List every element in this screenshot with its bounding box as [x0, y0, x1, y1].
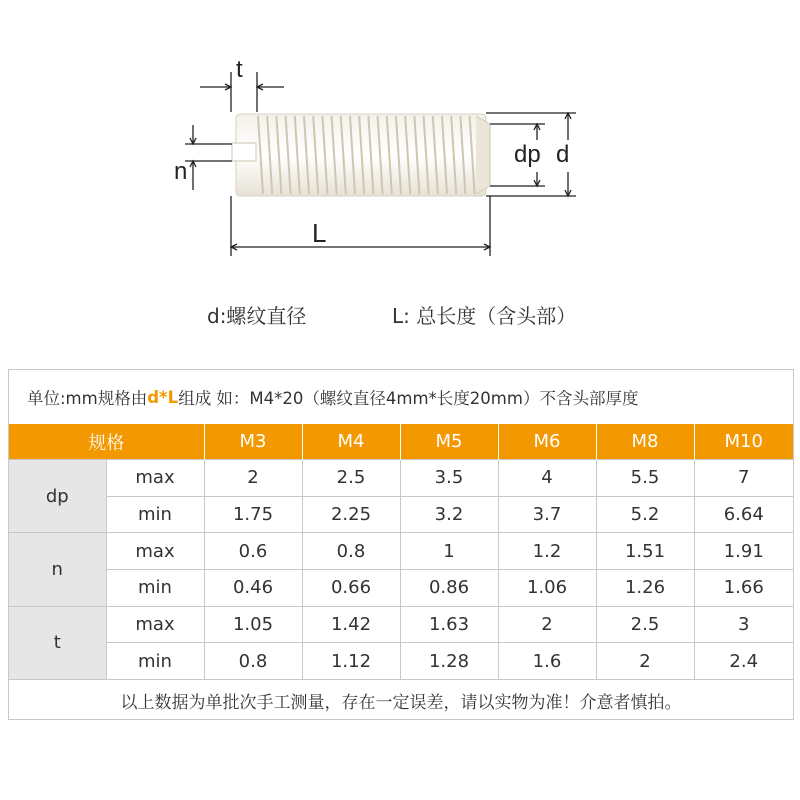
- table-cell: 2.25: [302, 496, 400, 533]
- unit-note-highlight: d*L: [147, 387, 179, 407]
- table-cell: 0.66: [302, 570, 400, 607]
- table-cell: 6.64: [694, 496, 793, 533]
- table-row: [9, 643, 793, 680]
- table-cell: 2.5: [302, 460, 400, 497]
- row-group-label: n: [9, 533, 106, 606]
- header-m8: M8: [596, 424, 694, 460]
- spec-table-card: [8, 369, 794, 720]
- table-cell: 3.5: [400, 460, 498, 497]
- row-sub-label: min: [106, 570, 204, 607]
- row-sub-label: max: [106, 606, 204, 643]
- table-cell: 2.4: [694, 643, 793, 680]
- table-cell: 0.8: [302, 533, 400, 570]
- header-m3: M3: [204, 424, 302, 460]
- table-cell: 1.6: [498, 643, 596, 680]
- header-m10: M10: [694, 424, 793, 460]
- table-cell: 5.2: [596, 496, 694, 533]
- table-cell: 1.42: [302, 606, 400, 643]
- table-cell: 1.06: [498, 570, 596, 607]
- dim-label-dp: dp: [514, 141, 541, 168]
- table-row: [9, 496, 793, 533]
- spec-table: [9, 424, 793, 680]
- unit-note-prefix: 单位:mm规格由: [27, 389, 148, 408]
- screw-body: [232, 114, 490, 196]
- row-sub-label: min: [106, 643, 204, 680]
- table-row: [9, 533, 793, 570]
- table-row: [9, 460, 793, 497]
- header-m5: M5: [400, 424, 498, 460]
- unit-note: [9, 370, 793, 424]
- legend-L: L: 总长度（含头部）: [392, 304, 577, 328]
- unit-note-suffix: 组成 如：M4*20（螺纹直径4mm*长度20mm）不含头部厚度: [178, 389, 639, 408]
- table-cell: 7: [694, 460, 793, 497]
- dim-label-L: L: [312, 218, 327, 248]
- row-sub-label: min: [106, 496, 204, 533]
- table-cell: 0.46: [204, 570, 302, 607]
- table-cell: 2: [498, 606, 596, 643]
- header-spec: 规格: [9, 424, 204, 460]
- table-cell: 4: [498, 460, 596, 497]
- screw-diagram: [0, 0, 800, 300]
- table-cell: 2: [204, 460, 302, 497]
- table-cell: 1.26: [596, 570, 694, 607]
- dim-label-d: d: [556, 141, 570, 168]
- header-m6: M6: [498, 424, 596, 460]
- table-cell: 1.2: [498, 533, 596, 570]
- table-cell: 3.7: [498, 496, 596, 533]
- table-cell: 1.05: [204, 606, 302, 643]
- table-cell: 1.28: [400, 643, 498, 680]
- table-cell: 1.12: [302, 643, 400, 680]
- table-cell: 0.8: [204, 643, 302, 680]
- dim-label-t: t: [236, 56, 243, 83]
- table-cell: 1.51: [596, 533, 694, 570]
- screw-drawing: [0, 0, 800, 300]
- table-cell: 3: [694, 606, 793, 643]
- table-cell: 2: [596, 643, 694, 680]
- spec-header-row: [9, 424, 793, 460]
- table-cell: 0.86: [400, 570, 498, 607]
- table-cell: 0.6: [204, 533, 302, 570]
- header-m4: M4: [302, 424, 400, 460]
- row-group-label: t: [9, 606, 106, 679]
- table-row: [9, 606, 793, 643]
- disclaimer: 以上数据为单批次手工测量，存在一定误差，请以实物为准！介意者慎拍。: [9, 679, 793, 720]
- dim-label-n: n: [174, 158, 188, 185]
- table-cell: 3.2: [400, 496, 498, 533]
- table-cell: 1.75: [204, 496, 302, 533]
- table-cell: 1.66: [694, 570, 793, 607]
- legend-d: d:螺纹直径: [207, 304, 307, 328]
- table-cell: 1.63: [400, 606, 498, 643]
- table-cell: 1.91: [694, 533, 793, 570]
- table-cell: 5.5: [596, 460, 694, 497]
- table-cell: 1: [400, 533, 498, 570]
- row-sub-label: max: [106, 533, 204, 570]
- row-sub-label: max: [106, 460, 204, 497]
- table-row: [9, 570, 793, 607]
- table-cell: 2.5: [596, 606, 694, 643]
- row-group-label: dp: [9, 460, 106, 533]
